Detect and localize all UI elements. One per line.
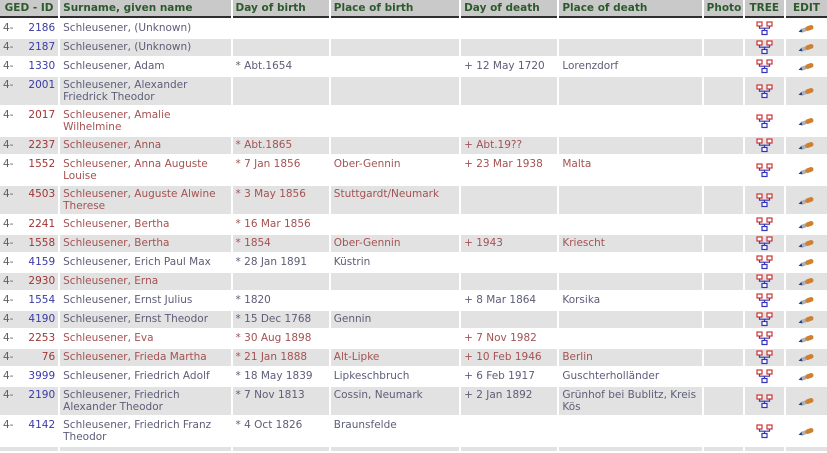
place-of-birth-cell bbox=[331, 447, 459, 451]
photo-cell bbox=[704, 417, 743, 445]
ged-id-prefix: 4- bbox=[3, 218, 14, 230]
table-row bbox=[0, 387, 827, 415]
tree-cell bbox=[745, 137, 784, 154]
column-header-edit: EDIT bbox=[786, 0, 827, 18]
place-of-death-cell bbox=[559, 20, 701, 37]
edit-brush-icon[interactable] bbox=[797, 275, 815, 288]
ged-id-cell bbox=[0, 186, 58, 214]
edit-cell bbox=[786, 20, 827, 37]
day-of-birth-cell: * 15 Dec 1768 bbox=[233, 311, 329, 328]
tree-icon[interactable] bbox=[756, 394, 773, 409]
place-of-birth-cell: Braunsfelde bbox=[331, 417, 459, 445]
day-of-birth-cell: * 1820 bbox=[233, 292, 329, 309]
day-of-birth-cell bbox=[233, 447, 329, 451]
edit-cell bbox=[786, 349, 827, 366]
ged-id-cell bbox=[0, 137, 58, 154]
place-of-birth-cell bbox=[331, 39, 459, 56]
place-of-birth-cell bbox=[331, 292, 459, 309]
edit-brush-icon[interactable] bbox=[797, 218, 815, 231]
edit-brush-icon[interactable] bbox=[797, 294, 815, 307]
day-of-death-cell: + 8 Mar 1864 bbox=[461, 292, 557, 309]
place-of-birth-cell: Ober-Gennin bbox=[331, 235, 459, 252]
person-name-cell: Schleusener, Auguste Alwine Therese bbox=[60, 186, 230, 214]
ged-id-cell bbox=[0, 349, 58, 366]
table-row bbox=[0, 77, 827, 105]
ged-id-prefix: 4- bbox=[3, 109, 14, 121]
ged-id-number: 2186 bbox=[28, 22, 56, 34]
ged-id-prefix: 4- bbox=[3, 419, 14, 431]
ged-id-number: 2241 bbox=[28, 218, 56, 230]
ged-id-prefix: 4- bbox=[3, 237, 14, 249]
ged-id-prefix: 4- bbox=[3, 60, 14, 72]
day-of-death-cell: + 7 Nov 1982 bbox=[461, 330, 557, 347]
column-header-surname-given-name: Surname, given name bbox=[60, 0, 230, 18]
tree-cell bbox=[745, 39, 784, 56]
day-of-death-cell bbox=[461, 39, 557, 56]
edit-brush-icon[interactable] bbox=[797, 194, 815, 207]
place-of-birth-cell: Stuttgardt/Neumark bbox=[331, 186, 459, 214]
day-of-birth-cell: * 4 Oct 1826 bbox=[233, 417, 329, 445]
ged-id-prefix: 4- bbox=[3, 370, 14, 382]
tree-icon[interactable] bbox=[756, 424, 773, 439]
edit-brush-icon[interactable] bbox=[797, 164, 815, 177]
edit-cell bbox=[786, 186, 827, 214]
place-of-birth-cell: Lipkeschbruch bbox=[331, 368, 459, 385]
edit-cell bbox=[786, 107, 827, 135]
ged-id-prefix: 4- bbox=[3, 41, 14, 53]
edit-cell bbox=[786, 156, 827, 184]
ged-id-cell bbox=[0, 58, 58, 75]
day-of-death-cell bbox=[461, 186, 557, 214]
edit-cell bbox=[786, 137, 827, 154]
tree-cell bbox=[745, 20, 784, 37]
edit-cell bbox=[786, 292, 827, 309]
place-of-death-cell bbox=[559, 137, 701, 154]
place-of-death-cell: Malta bbox=[559, 156, 701, 184]
tree-icon[interactable] bbox=[756, 312, 773, 327]
ged-id-prefix: 4- bbox=[3, 332, 14, 344]
ged-id-cell bbox=[0, 77, 58, 105]
tree-cell bbox=[745, 273, 784, 290]
edit-brush-icon[interactable] bbox=[797, 425, 815, 438]
ged-id-number: 1330 bbox=[28, 60, 56, 72]
ged-id-number: 4190 bbox=[28, 313, 56, 325]
photo-cell bbox=[704, 330, 743, 347]
table-row bbox=[0, 107, 827, 135]
photo-cell bbox=[704, 186, 743, 214]
table-row bbox=[0, 137, 827, 154]
tree-cell bbox=[745, 349, 784, 366]
person-name-cell: Schleusener, Frieda Martha bbox=[60, 349, 230, 366]
edit-brush-icon[interactable] bbox=[797, 139, 815, 152]
place-of-death-cell bbox=[559, 330, 701, 347]
ged-id-prefix: 4- bbox=[3, 256, 14, 268]
edit-cell bbox=[786, 254, 827, 271]
ged-id-prefix: 4- bbox=[3, 294, 14, 306]
table-row bbox=[0, 186, 827, 214]
ged-id-prefix: 4- bbox=[3, 158, 14, 170]
tree-icon[interactable] bbox=[756, 236, 773, 251]
photo-cell bbox=[704, 107, 743, 135]
ged-id-number: 1554 bbox=[28, 294, 56, 306]
column-header-ged-id: GED - ID bbox=[0, 0, 58, 18]
tree-cell bbox=[745, 330, 784, 347]
place-of-death-cell bbox=[559, 254, 701, 271]
table-row bbox=[0, 20, 827, 37]
person-name-cell: Schleusener, (Unknown) bbox=[60, 39, 230, 56]
day-of-death-cell: + 10 Feb 1946 bbox=[461, 349, 557, 366]
place-of-birth-cell: Küstrin bbox=[331, 254, 459, 271]
table-row bbox=[0, 58, 827, 75]
day-of-death-cell bbox=[461, 311, 557, 328]
ged-id-cell bbox=[0, 254, 58, 271]
person-name-cell: Schleusener, Friedrich Adolf bbox=[60, 368, 230, 385]
tree-cell bbox=[745, 58, 784, 75]
table-row bbox=[0, 292, 827, 309]
edit-cell bbox=[786, 311, 827, 328]
tree-icon[interactable] bbox=[756, 255, 773, 270]
tree-icon[interactable] bbox=[756, 217, 773, 232]
person-name-cell: Schleusener, Anna Auguste Louise bbox=[60, 156, 230, 184]
place-of-death-cell bbox=[559, 186, 701, 214]
ged-id-cell bbox=[0, 311, 58, 328]
ged-id-prefix: 4- bbox=[3, 79, 14, 91]
edit-cell bbox=[786, 273, 827, 290]
ged-id-prefix: 4- bbox=[3, 275, 14, 287]
column-header-tree: TREE bbox=[745, 0, 784, 18]
ged-id-number: 2001 bbox=[28, 79, 56, 91]
place-of-birth-cell bbox=[331, 77, 459, 105]
day-of-birth-cell: * Abt.1865 bbox=[233, 137, 329, 154]
ged-id-prefix: 4- bbox=[3, 389, 14, 401]
edit-cell bbox=[786, 235, 827, 252]
day-of-birth-cell: * 7 Jan 1856 bbox=[233, 156, 329, 184]
ged-id-number: 2190 bbox=[28, 389, 56, 401]
edit-brush-icon[interactable] bbox=[797, 85, 815, 98]
day-of-birth-cell bbox=[233, 77, 329, 105]
person-name-cell: Schleusener, Alexander Friedrick Theodor bbox=[60, 77, 230, 105]
column-header-day-of-birth: Day of birth bbox=[233, 0, 329, 18]
photo-cell bbox=[704, 235, 743, 252]
day-of-death-cell: + 2 Jan 1892 bbox=[461, 387, 557, 415]
day-of-death-cell bbox=[461, 273, 557, 290]
place-of-death-cell: Korsika bbox=[559, 292, 701, 309]
ged-id-number: 2253 bbox=[28, 332, 56, 344]
person-name-cell: Schleusener, Bertha bbox=[60, 216, 230, 233]
person-name-cell: Schleusener, Adam bbox=[60, 58, 230, 75]
table-row bbox=[0, 349, 827, 366]
tree-icon[interactable] bbox=[756, 21, 773, 36]
photo-cell bbox=[704, 20, 743, 37]
column-header-day-of-death: Day of death bbox=[461, 0, 557, 18]
edit-brush-icon[interactable] bbox=[797, 256, 815, 269]
place-of-death-cell bbox=[559, 39, 701, 56]
photo-cell bbox=[704, 387, 743, 415]
photo-cell bbox=[704, 137, 743, 154]
photo-cell bbox=[704, 292, 743, 309]
photo-cell bbox=[704, 254, 743, 271]
ged-id-cell bbox=[0, 417, 58, 445]
tree-icon[interactable] bbox=[756, 138, 773, 153]
day-of-birth-cell: * 28 Jan 1891 bbox=[233, 254, 329, 271]
place-of-birth-cell: Gennin bbox=[331, 311, 459, 328]
table-row bbox=[0, 273, 827, 290]
table-row bbox=[0, 254, 827, 271]
place-of-death-cell: Kriescht bbox=[559, 235, 701, 252]
table-row bbox=[0, 235, 827, 252]
place-of-death-cell bbox=[559, 216, 701, 233]
tree-icon[interactable] bbox=[756, 114, 773, 129]
ged-id-number: 2187 bbox=[28, 41, 56, 53]
tree-cell bbox=[745, 186, 784, 214]
ged-id-number: 4159 bbox=[28, 256, 56, 268]
edit-brush-icon[interactable] bbox=[797, 22, 815, 35]
photo-cell bbox=[704, 156, 743, 184]
ged-id-number: 3999 bbox=[28, 370, 56, 382]
ged-id-cell bbox=[0, 20, 58, 37]
place-of-death-cell bbox=[559, 311, 701, 328]
column-header-place-of-death: Place of death bbox=[559, 0, 701, 18]
ged-id-cell bbox=[0, 39, 58, 56]
day-of-death-cell: + 23 Mar 1938 bbox=[461, 156, 557, 184]
day-of-death-cell bbox=[461, 77, 557, 105]
day-of-birth-cell bbox=[233, 20, 329, 37]
tree-icon[interactable] bbox=[756, 274, 773, 289]
photo-cell bbox=[704, 39, 743, 56]
table-row bbox=[0, 330, 827, 347]
edit-cell bbox=[786, 368, 827, 385]
ged-id-number: 2930 bbox=[28, 275, 56, 287]
table-row bbox=[0, 368, 827, 385]
day-of-birth-cell: * 21 Jan 1888 bbox=[233, 349, 329, 366]
edit-cell bbox=[786, 417, 827, 445]
table-row bbox=[0, 216, 827, 233]
edit-cell bbox=[786, 216, 827, 233]
person-name-cell: Schleusener, Friedrich Alexander Theodor bbox=[60, 387, 230, 415]
day-of-death-cell bbox=[461, 447, 557, 451]
photo-cell bbox=[704, 216, 743, 233]
day-of-death-cell: + 12 May 1720 bbox=[461, 58, 557, 75]
tree-icon[interactable] bbox=[756, 59, 773, 74]
place-of-birth-cell bbox=[331, 216, 459, 233]
day-of-death-cell: + 6 Feb 1917 bbox=[461, 368, 557, 385]
ged-id-prefix: 4- bbox=[3, 22, 14, 34]
ged-id-number: 2017 bbox=[28, 109, 56, 121]
place-of-death-cell bbox=[559, 417, 701, 445]
day-of-birth-cell: * 16 Mar 1856 bbox=[233, 216, 329, 233]
edit-brush-icon[interactable] bbox=[797, 60, 815, 73]
ged-id-cell bbox=[0, 368, 58, 385]
ged-id-cell bbox=[0, 330, 58, 347]
column-header-place-of-birth: Place of birth bbox=[331, 0, 459, 18]
edit-brush-icon[interactable] bbox=[797, 351, 815, 364]
edit-brush-icon[interactable] bbox=[797, 115, 815, 128]
place-of-birth-cell bbox=[331, 107, 459, 135]
edit-cell bbox=[786, 330, 827, 347]
place-of-birth-cell: Cossin, Neumark bbox=[331, 387, 459, 415]
table-header-row bbox=[0, 0, 827, 18]
day-of-death-cell bbox=[461, 216, 557, 233]
place-of-birth-cell: Ober-Gennin bbox=[331, 156, 459, 184]
photo-cell bbox=[704, 77, 743, 105]
edit-cell bbox=[786, 387, 827, 415]
place-of-birth-cell bbox=[331, 58, 459, 75]
place-of-birth-cell bbox=[331, 137, 459, 154]
day-of-birth-cell bbox=[233, 273, 329, 290]
ged-id-prefix: 4- bbox=[3, 351, 14, 363]
person-name-cell bbox=[60, 447, 230, 451]
tree-cell bbox=[745, 292, 784, 309]
person-name-cell: Schleusener, Erna bbox=[60, 273, 230, 290]
tree-cell bbox=[745, 447, 784, 451]
edit-cell bbox=[786, 39, 827, 56]
edit-brush-icon[interactable] bbox=[797, 41, 815, 54]
edit-brush-icon[interactable] bbox=[797, 370, 815, 383]
ged-id-cell bbox=[0, 447, 58, 451]
ged-id-cell bbox=[0, 156, 58, 184]
day-of-death-cell: + 1943 bbox=[461, 235, 557, 252]
place-of-birth-cell bbox=[331, 273, 459, 290]
ged-id-cell bbox=[0, 107, 58, 135]
person-name-cell: Schleusener, Anna bbox=[60, 137, 230, 154]
day-of-birth-cell bbox=[233, 107, 329, 135]
tree-cell bbox=[745, 417, 784, 445]
day-of-birth-cell: * Abt.1654 bbox=[233, 58, 329, 75]
edit-brush-icon[interactable] bbox=[797, 332, 815, 345]
table-row bbox=[0, 39, 827, 56]
place-of-birth-cell: Alt-Lipke bbox=[331, 349, 459, 366]
person-name-cell: Schleusener, Eva bbox=[60, 330, 230, 347]
table-row bbox=[0, 156, 827, 184]
edit-brush-icon[interactable] bbox=[797, 313, 815, 326]
tree-icon[interactable] bbox=[756, 40, 773, 55]
tree-cell bbox=[745, 156, 784, 184]
edit-brush-icon[interactable] bbox=[797, 237, 815, 250]
place-of-death-cell bbox=[559, 107, 701, 135]
day-of-birth-cell: * 3 May 1856 bbox=[233, 186, 329, 214]
photo-cell bbox=[704, 447, 743, 451]
day-of-birth-cell: * 30 Aug 1898 bbox=[233, 330, 329, 347]
day-of-birth-cell: * 7 Nov 1813 bbox=[233, 387, 329, 415]
ged-id-number: 4503 bbox=[28, 188, 56, 200]
column-header-photo: Photo bbox=[704, 0, 743, 18]
ged-id-prefix: 4- bbox=[3, 188, 14, 200]
day-of-death-cell bbox=[461, 107, 557, 135]
photo-cell bbox=[704, 368, 743, 385]
day-of-birth-cell: * 18 May 1839 bbox=[233, 368, 329, 385]
ged-id-number: 76 bbox=[41, 351, 56, 363]
person-name-cell: Schleusener, Bertha bbox=[60, 235, 230, 252]
person-name-cell: Schleusener, Friedrich Franz Theodor bbox=[60, 417, 230, 445]
tree-icon[interactable] bbox=[756, 293, 773, 308]
tree-icon[interactable] bbox=[756, 331, 773, 346]
ged-id-number: 1552 bbox=[28, 158, 56, 170]
place-of-death-cell bbox=[559, 273, 701, 290]
tree-icon[interactable] bbox=[756, 163, 773, 178]
table-row bbox=[0, 311, 827, 328]
ged-id-cell bbox=[0, 235, 58, 252]
ged-id-prefix: 4- bbox=[3, 139, 14, 151]
ged-id-number: 1558 bbox=[28, 237, 56, 249]
person-name-cell: Schleusener, Ernst Theodor bbox=[60, 311, 230, 328]
tree-cell bbox=[745, 311, 784, 328]
place-of-death-cell: Guschterholländer bbox=[559, 368, 701, 385]
day-of-death-cell bbox=[461, 20, 557, 37]
tree-icon[interactable] bbox=[756, 193, 773, 208]
photo-cell bbox=[704, 273, 743, 290]
ged-id-prefix: 4- bbox=[3, 313, 14, 325]
ged-id-cell bbox=[0, 273, 58, 290]
place-of-birth-cell bbox=[331, 20, 459, 37]
day-of-death-cell bbox=[461, 254, 557, 271]
place-of-death-cell bbox=[559, 447, 701, 451]
tree-icon[interactable] bbox=[756, 350, 773, 365]
ged-id-cell bbox=[0, 387, 58, 415]
place-of-death-cell: Grünhof bei Bublitz, Kreis Kös bbox=[559, 387, 701, 415]
edit-brush-icon[interactable] bbox=[797, 395, 815, 408]
person-name-cell: Schleusener, Amalie Wilhelmine bbox=[60, 107, 230, 135]
tree-icon[interactable] bbox=[756, 369, 773, 384]
photo-cell bbox=[704, 58, 743, 75]
person-name-cell: Schleusener, Erich Paul Max bbox=[60, 254, 230, 271]
place-of-death-cell: Lorenzdorf bbox=[559, 58, 701, 75]
tree-cell bbox=[745, 77, 784, 105]
person-name-cell: Schleusener, Ernst Julius bbox=[60, 292, 230, 309]
tree-cell bbox=[745, 254, 784, 271]
ged-id-number: 2237 bbox=[28, 139, 56, 151]
edit-cell bbox=[786, 58, 827, 75]
place-of-birth-cell bbox=[331, 330, 459, 347]
tree-icon[interactable] bbox=[756, 84, 773, 99]
edit-cell bbox=[786, 447, 827, 451]
photo-cell bbox=[704, 349, 743, 366]
day-of-death-cell bbox=[461, 417, 557, 445]
person-name-cell: Schleusener, (Unknown) bbox=[60, 20, 230, 37]
day-of-death-cell: + Abt.19?? bbox=[461, 137, 557, 154]
ged-id-number: 4142 bbox=[28, 419, 56, 431]
day-of-birth-cell bbox=[233, 39, 329, 56]
ged-id-cell bbox=[0, 216, 58, 233]
tree-cell bbox=[745, 216, 784, 233]
edit-cell bbox=[786, 77, 827, 105]
place-of-death-cell bbox=[559, 77, 701, 105]
tree-cell bbox=[745, 387, 784, 415]
ged-id-cell bbox=[0, 292, 58, 309]
tree-cell bbox=[745, 107, 784, 135]
place-of-death-cell: Berlin bbox=[559, 349, 701, 366]
day-of-birth-cell: * 1854 bbox=[233, 235, 329, 252]
partial-row bbox=[0, 447, 827, 451]
tree-cell bbox=[745, 368, 784, 385]
tree-cell bbox=[745, 235, 784, 252]
photo-cell bbox=[704, 311, 743, 328]
table-row bbox=[0, 417, 827, 445]
